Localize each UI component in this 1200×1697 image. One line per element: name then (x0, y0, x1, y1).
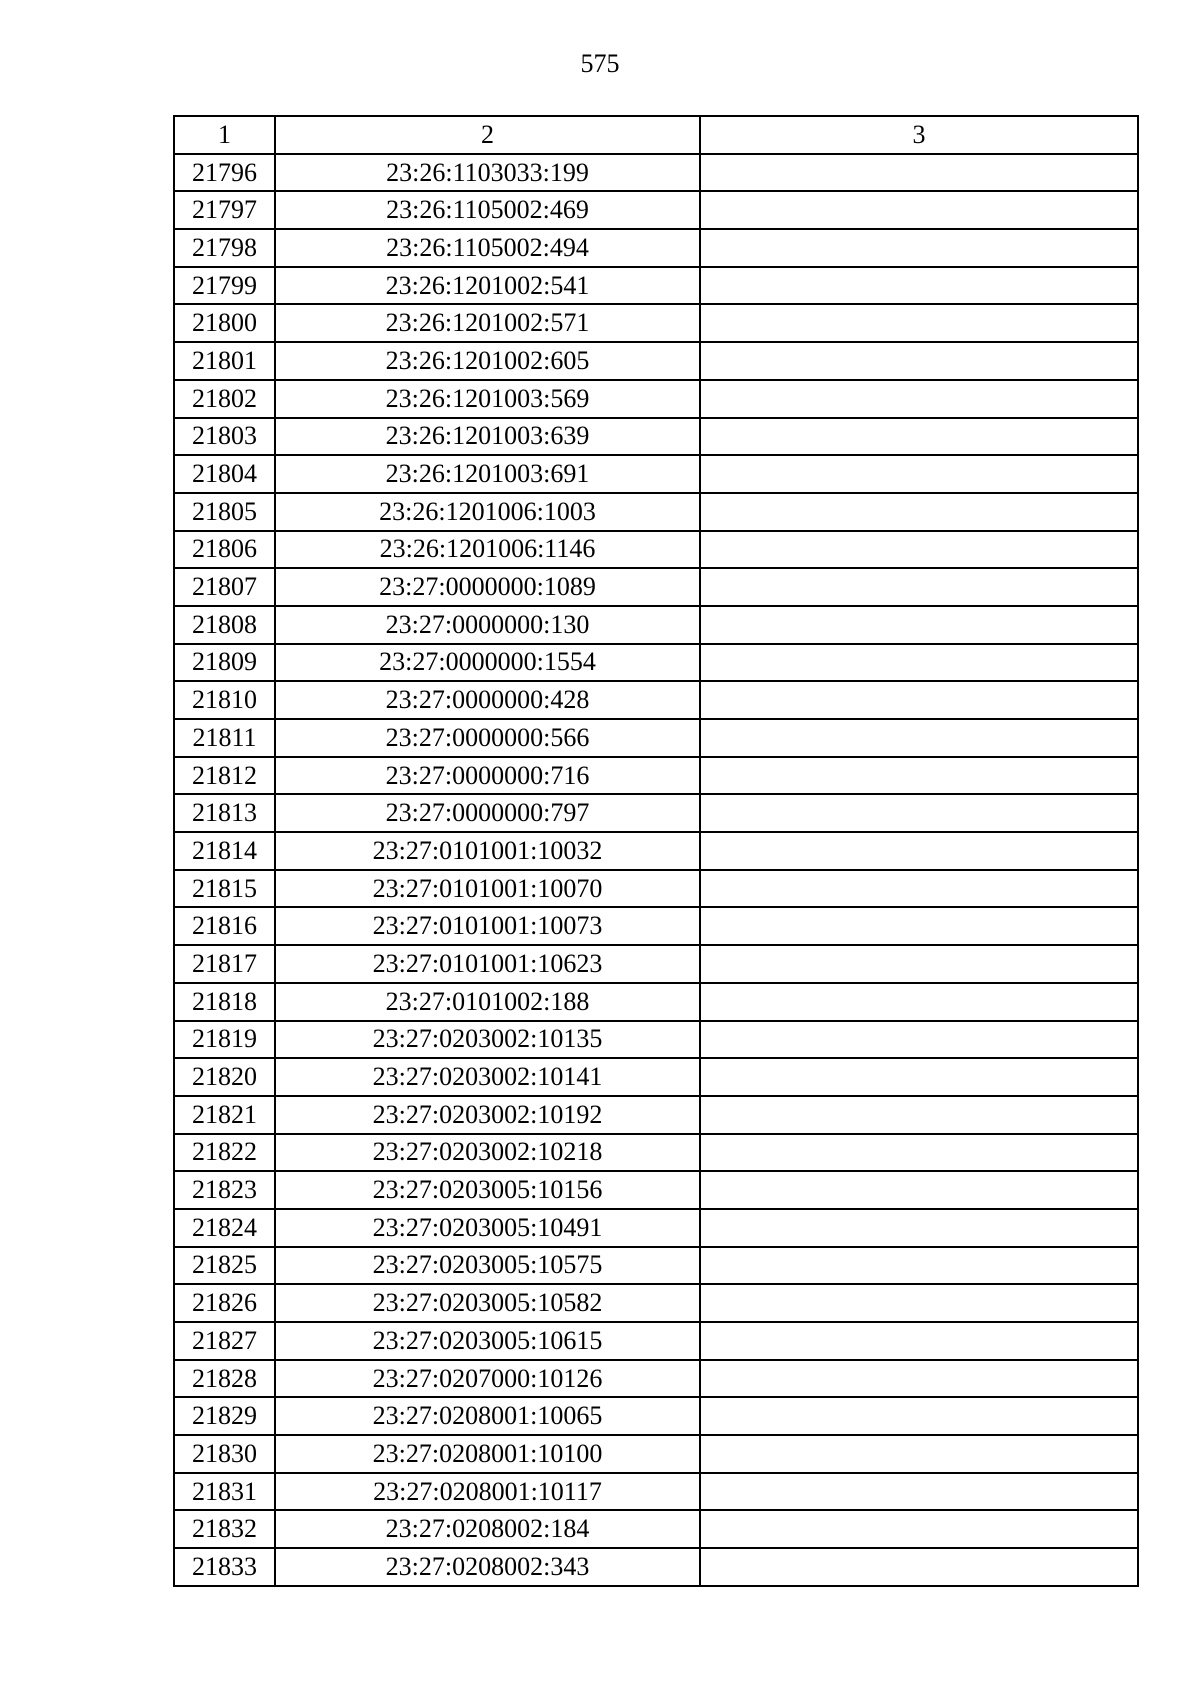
column-header-3: 3 (700, 116, 1138, 154)
row-number-cell: 21824 (174, 1209, 275, 1247)
table-row (174, 1435, 1138, 1473)
table-row (174, 907, 1138, 945)
row-number-cell: 21816 (174, 907, 275, 945)
notes-cell (700, 1322, 1138, 1360)
registry-table (173, 115, 1139, 1587)
row-number-cell: 21811 (174, 719, 275, 757)
cadastral-number-cell: 23:27:0203005:10582 (275, 1284, 700, 1322)
row-number-cell: 21812 (174, 757, 275, 795)
notes-cell (700, 794, 1138, 832)
row-number-cell: 21810 (174, 681, 275, 719)
row-number-cell: 21798 (174, 229, 275, 267)
row-number-cell: 21827 (174, 1322, 275, 1360)
column-header-2: 2 (275, 116, 700, 154)
notes-cell (700, 1096, 1138, 1134)
table-row (174, 1021, 1138, 1059)
table-row (174, 870, 1138, 908)
cadastral-number-cell: 23:27:0207000:10126 (275, 1360, 700, 1398)
cadastral-number-cell: 23:27:0203002:10135 (275, 1021, 700, 1059)
notes-cell (700, 1435, 1138, 1473)
notes-cell (700, 757, 1138, 795)
table-header-row (174, 116, 1138, 154)
notes-cell (700, 945, 1138, 983)
cadastral-number-cell: 23:27:0203002:10218 (275, 1134, 700, 1172)
notes-cell (700, 304, 1138, 342)
row-number-cell: 21832 (174, 1510, 275, 1548)
cadastral-number-cell: 23:27:0208002:184 (275, 1510, 700, 1548)
row-number-cell: 21815 (174, 870, 275, 908)
cadastral-number-cell: 23:26:1201003:639 (275, 418, 700, 456)
table-row (174, 1548, 1138, 1586)
table-row (174, 606, 1138, 644)
notes-cell (700, 455, 1138, 493)
notes-cell (700, 1360, 1138, 1398)
table-row (174, 568, 1138, 606)
table-row (174, 757, 1138, 795)
row-number-cell: 21829 (174, 1397, 275, 1435)
notes-cell (700, 1284, 1138, 1322)
row-number-cell: 21823 (174, 1171, 275, 1209)
row-number-cell: 21801 (174, 342, 275, 380)
cadastral-number-cell: 23:26:1201003:569 (275, 380, 700, 418)
table-row (174, 1134, 1138, 1172)
cadastral-number-cell: 23:27:0000000:716 (275, 757, 700, 795)
notes-cell (700, 568, 1138, 606)
table-row (174, 229, 1138, 267)
row-number-cell: 21799 (174, 267, 275, 305)
notes-cell (700, 1473, 1138, 1511)
row-number-cell: 21825 (174, 1247, 275, 1285)
row-number-cell: 21822 (174, 1134, 275, 1172)
notes-cell (700, 342, 1138, 380)
row-number-cell: 21831 (174, 1473, 275, 1511)
table-row (174, 380, 1138, 418)
row-number-cell: 21797 (174, 191, 275, 229)
cadastral-number-cell: 23:27:0208001:10100 (275, 1435, 700, 1473)
notes-cell (700, 832, 1138, 870)
row-number-cell: 21808 (174, 606, 275, 644)
cadastral-number-cell: 23:26:1201002:605 (275, 342, 700, 380)
notes-cell (700, 644, 1138, 682)
cadastral-number-cell: 23:27:0101001:10623 (275, 945, 700, 983)
notes-cell (700, 380, 1138, 418)
row-number-cell: 21803 (174, 418, 275, 456)
table-row (174, 794, 1138, 832)
cadastral-number-cell: 23:26:1105002:469 (275, 191, 700, 229)
table-row (174, 1397, 1138, 1435)
table-row (174, 455, 1138, 493)
cadastral-number-cell: 23:27:0000000:1554 (275, 644, 700, 682)
row-number-cell: 21817 (174, 945, 275, 983)
cadastral-number-cell: 23:26:1201006:1146 (275, 531, 700, 569)
row-number-cell: 21820 (174, 1058, 275, 1096)
table-row (174, 531, 1138, 569)
table-row (174, 1473, 1138, 1511)
notes-cell (700, 1548, 1138, 1586)
cadastral-number-cell: 23:26:1201002:541 (275, 267, 700, 305)
cadastral-number-cell: 23:27:0208002:343 (275, 1548, 700, 1586)
cadastral-number-cell: 23:26:1103033:199 (275, 154, 700, 192)
notes-cell (700, 531, 1138, 569)
table-row (174, 983, 1138, 1021)
table-row (174, 945, 1138, 983)
cadastral-number-cell: 23:27:0203005:10491 (275, 1209, 700, 1247)
notes-cell (700, 1397, 1138, 1435)
page-number: 575 (580, 49, 620, 78)
cadastral-number-cell: 23:27:0203005:10575 (275, 1247, 700, 1285)
row-number-cell: 21833 (174, 1548, 275, 1586)
table-row (174, 1171, 1138, 1209)
cadastral-number-cell: 23:26:1201003:691 (275, 455, 700, 493)
notes-cell (700, 1134, 1138, 1172)
row-number-cell: 21802 (174, 380, 275, 418)
column-header-1: 1 (174, 116, 275, 154)
cadastral-number-cell: 23:27:0203005:10615 (275, 1322, 700, 1360)
table-row (174, 304, 1138, 342)
notes-cell (700, 418, 1138, 456)
table-row (174, 1247, 1138, 1285)
table-row (174, 1284, 1138, 1322)
table-row (174, 832, 1138, 870)
notes-cell (700, 1247, 1138, 1285)
notes-cell (700, 191, 1138, 229)
cadastral-number-cell: 23:27:0208001:10117 (275, 1473, 700, 1511)
cadastral-number-cell: 23:27:0203002:10192 (275, 1096, 700, 1134)
notes-cell (700, 907, 1138, 945)
notes-cell (700, 606, 1138, 644)
row-number-cell: 21807 (174, 568, 275, 606)
notes-cell (700, 983, 1138, 1021)
cadastral-number-cell: 23:27:0000000:1089 (275, 568, 700, 606)
table-row (174, 681, 1138, 719)
cadastral-number-cell: 23:27:0203005:10156 (275, 1171, 700, 1209)
table-row (174, 342, 1138, 380)
notes-cell (700, 1171, 1138, 1209)
row-number-cell: 21826 (174, 1284, 275, 1322)
notes-cell (700, 681, 1138, 719)
row-number-cell: 21821 (174, 1096, 275, 1134)
notes-cell (700, 154, 1138, 192)
cadastral-number-cell: 23:27:0000000:566 (275, 719, 700, 757)
table-row (174, 644, 1138, 682)
table-row (174, 1058, 1138, 1096)
cadastral-number-cell: 23:27:0000000:428 (275, 681, 700, 719)
row-number-cell: 21806 (174, 531, 275, 569)
notes-cell (700, 493, 1138, 531)
row-number-cell: 21830 (174, 1435, 275, 1473)
notes-cell (700, 1510, 1138, 1548)
notes-cell (700, 229, 1138, 267)
notes-cell (700, 870, 1138, 908)
row-number-cell: 21814 (174, 832, 275, 870)
row-number-cell: 21819 (174, 1021, 275, 1059)
cadastral-number-cell: 23:27:0101001:10073 (275, 907, 700, 945)
row-number-cell: 21800 (174, 304, 275, 342)
notes-cell (700, 719, 1138, 757)
table-row (174, 154, 1138, 192)
notes-cell (700, 267, 1138, 305)
notes-cell (700, 1021, 1138, 1059)
cadastral-number-cell: 23:27:0203002:10141 (275, 1058, 700, 1096)
row-number-cell: 21809 (174, 644, 275, 682)
table-row (174, 1209, 1138, 1247)
table-row (174, 267, 1138, 305)
table-row (174, 1322, 1138, 1360)
row-number-cell: 21804 (174, 455, 275, 493)
table-row (174, 1510, 1138, 1548)
cadastral-number-cell: 23:27:0208001:10065 (275, 1397, 700, 1435)
table-row (174, 1360, 1138, 1398)
row-number-cell: 21805 (174, 493, 275, 531)
row-number-cell: 21818 (174, 983, 275, 1021)
notes-cell (700, 1058, 1138, 1096)
table-row (174, 719, 1138, 757)
cadastral-number-cell: 23:26:1201002:571 (275, 304, 700, 342)
cadastral-number-cell: 23:27:0000000:797 (275, 794, 700, 832)
row-number-cell: 21813 (174, 794, 275, 832)
table-row (174, 1096, 1138, 1134)
cadastral-number-cell: 23:26:1105002:494 (275, 229, 700, 267)
cadastral-number-cell: 23:27:0000000:130 (275, 606, 700, 644)
cadastral-number-cell: 23:27:0101002:188 (275, 983, 700, 1021)
cadastral-number-cell: 23:27:0101001:10032 (275, 832, 700, 870)
notes-cell (700, 1209, 1138, 1247)
table-body (174, 154, 1138, 1586)
row-number-cell: 21828 (174, 1360, 275, 1398)
cadastral-number-cell: 23:26:1201006:1003 (275, 493, 700, 531)
table-row (174, 191, 1138, 229)
table-row (174, 493, 1138, 531)
row-number-cell: 21796 (174, 154, 275, 192)
table-row (174, 418, 1138, 456)
cadastral-number-cell: 23:27:0101001:10070 (275, 870, 700, 908)
